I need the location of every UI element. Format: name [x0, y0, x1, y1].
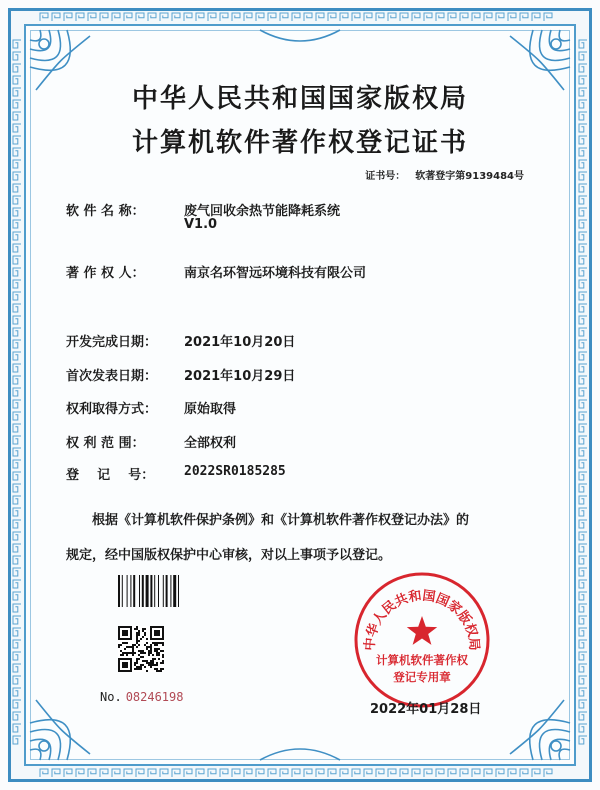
certificate-title: 计算机软件著作权登记证书: [131, 128, 468, 158]
field-value-version: V1.0: [184, 217, 218, 232]
statement-line-2: 规定，经中国版权保护中心审核，对以上事项予以登记。: [66, 548, 392, 563]
field-value: 2021年10月29日: [184, 369, 296, 384]
certificate-number-label: 证书号：: [365, 171, 406, 182]
field-value: 2021年10月20日: [184, 335, 296, 350]
field-value: 2022SR0185285: [184, 464, 286, 479]
statement-line-1: 根据《计算机软件保护条例》和《计算机软件著作权登记办法》的: [92, 513, 470, 528]
seal-ring-text: 中华人民共和国国家版权局: [362, 588, 482, 652]
official-seal: [352, 570, 492, 710]
certificate-number: [365, 167, 524, 182]
field-label: 著 作 权 人：: [66, 266, 145, 281]
seal-star-icon: [407, 616, 437, 645]
field-registration-number: [66, 464, 286, 483]
field-value: 废气回收余热节能降耗系统: [184, 204, 341, 219]
barcode: [118, 575, 194, 607]
qr-code: [118, 626, 164, 672]
field-copyright-owner: [66, 262, 367, 281]
field-label: 首次发表日期：: [66, 369, 158, 384]
field-label: 登 记 号：: [66, 468, 155, 483]
seal-line-2: 登记专用章: [393, 670, 451, 684]
field-development-date: [66, 331, 296, 350]
field-label: 软 件 名 称：: [66, 204, 145, 219]
serial-number: [100, 690, 183, 704]
serial-value: 08246198: [125, 690, 184, 704]
field-software-name: [66, 200, 341, 232]
field-value: 全部权利: [184, 436, 237, 451]
field-acquisition-method: [66, 398, 237, 417]
field-label: 权利取得方式：: [66, 402, 158, 417]
field-publication-date: [66, 365, 296, 384]
issuing-authority: 中华人民共和国国家版权局: [131, 84, 468, 114]
field-label: 权 利 范 围：: [66, 436, 145, 451]
field-value: 原始取得: [184, 402, 237, 417]
field-label: 开发完成日期：: [66, 335, 158, 350]
field-rights-scope: [66, 432, 237, 451]
serial-label: No.: [100, 690, 122, 704]
issue-date: 2022年01月28日: [370, 702, 482, 717]
certificate-number-value: 软著登字第9139484号: [415, 171, 524, 182]
seal-line-1: 计算机软件著作权: [376, 653, 468, 667]
field-value: 南京名环智远环境科技有限公司: [184, 266, 367, 281]
